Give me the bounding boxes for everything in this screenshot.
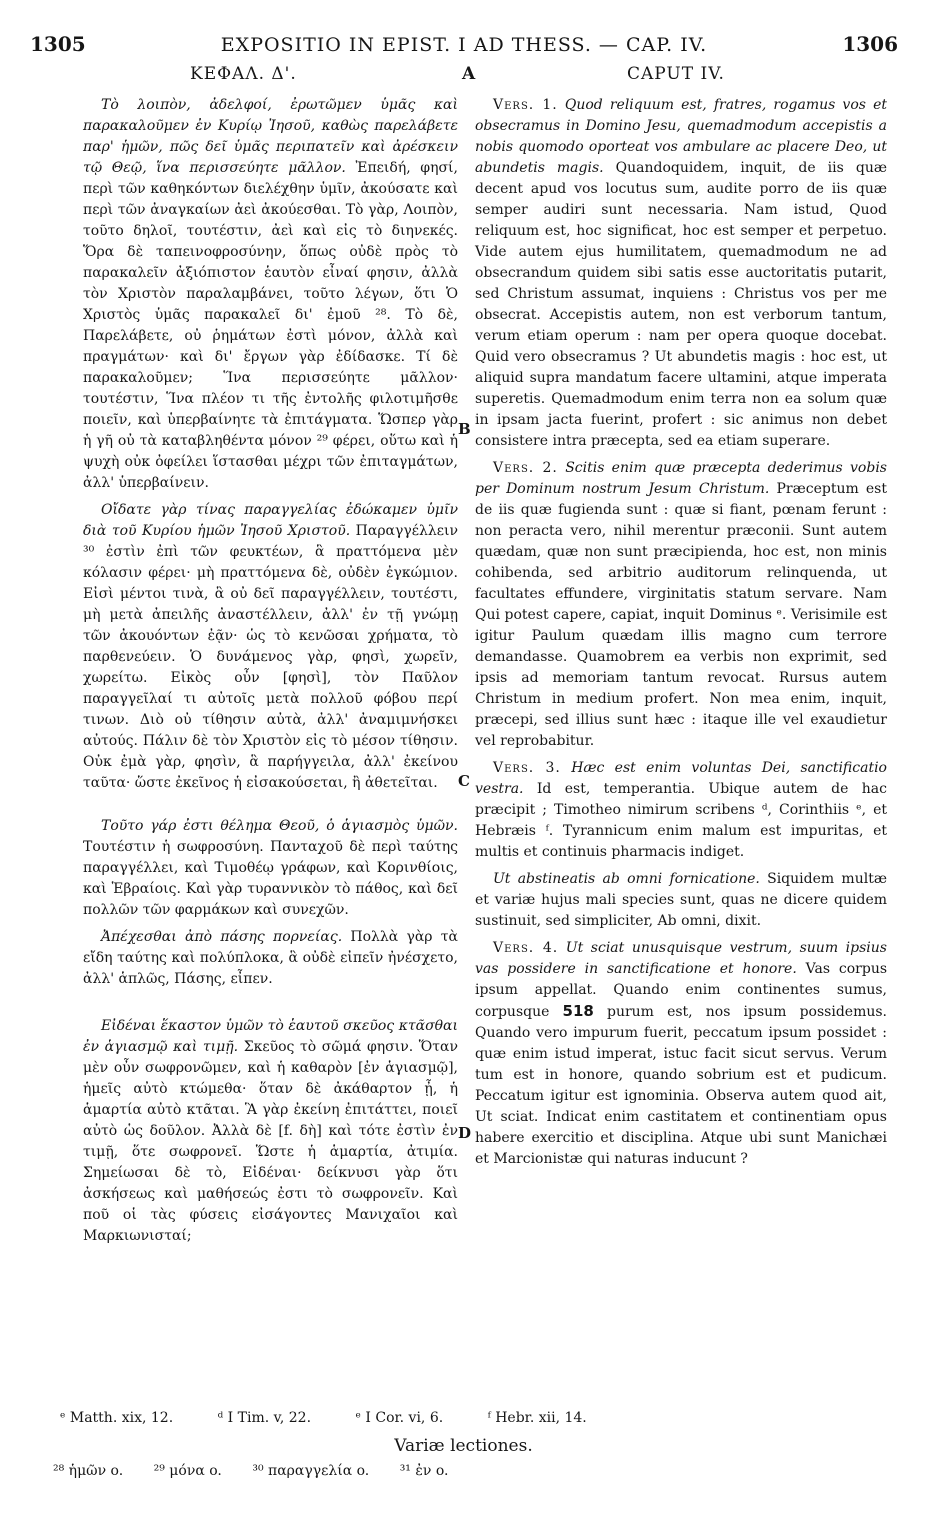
verse-label: Vers. 2. [493, 460, 558, 476]
margin-letter-a: A [462, 64, 477, 84]
footnotes [60, 1410, 880, 1426]
latin-paragraph [475, 95, 887, 452]
greek-lemma: Εἰδέναι ἕκαστον ὑμῶν τὸ ἑαυτοῦ σκεῦος κτᾶσθαι ἐν ἁγιασμῷ καὶ τιμῇ. [83, 1018, 458, 1055]
page-number-right: 1306 [842, 32, 898, 56]
variant-reading: ²⁸ ἡμῶν o. [53, 1463, 124, 1479]
greek-chapter-heading: ΚΕΦΑΛ. Δ'. [190, 64, 297, 84]
variant-reading: ²⁹ μόνα o. [153, 1463, 222, 1479]
variant-reading: ³¹ ἐν o. [399, 1463, 449, 1479]
margin-letter-b: B [458, 420, 471, 438]
latin-paragraph [475, 458, 887, 752]
greek-paragraph [83, 927, 458, 990]
variant-readings [53, 1463, 474, 1479]
latin-commentary: Quandoquidem, inquit, de iis quæ decent apud vos locutus sum, audite porro de iis quæ semper audiri sunt necessaria. Nam istud, Quod reliquum est, hoc significat, hoc est semper et perpetuo. Vide autem ejus humilitatem, quemadmodum ne ad obsecrandum quidem sibi satis esse auctoritatis putarit, sed Christum assumat, inquiens : Christus vos per me obsecrat. Accepistis autem, non est verborum tantum, verum etiam operum : nam per opera quoque docebat. Quid vero obsecramus ? Ut abundetis magis : hoc est, ut aliquid supra mandatum facere ultamini, atque imperata superetis. Quemadmodum enim terra non ea solum quæ in ipsam jacta fuerint, profert : sic animus non debet consistere intra præcepta, sed ea etiam superare. [475, 160, 887, 449]
margin-letter-c: C [458, 772, 470, 790]
footnote: ᵉ Matth. xix, 12. [60, 1410, 174, 1426]
footnote: ᵈ I Tim. v, 22. [217, 1410, 312, 1426]
running-title: EXPOSITIO IN EPIST. I AD THESS. — CAP. IV. [220, 34, 708, 56]
greek-paragraph [83, 95, 458, 494]
latin-column [475, 95, 887, 1176]
verse-label: Vers. 1. [493, 97, 558, 113]
greek-lemma: Τοῦτο γάρ ἐστι θέλημα Θεοῦ, ὁ ἁγιασμὸς ὑμῶν. [101, 818, 458, 834]
greek-paragraph [83, 816, 458, 921]
latin-lemma: Scitis enim quæ præcepta dederimus vobis per Dominum nostrum Jesum Christum. [475, 460, 887, 497]
greek-paragraph [83, 1016, 458, 1247]
verse-label: Vers. 3. [493, 760, 561, 776]
latin-lemma: Ut abstineatis ab omni fornicatione. [493, 871, 760, 887]
greek-lemma: Ἀπέχεσθαι ἀπὸ πάσης πορνείας. [101, 929, 343, 945]
latin-paragraph [475, 869, 887, 932]
latin-commentary: Præceptum est de iis quæ fugienda sunt : quæ si fiant, pœnam ferunt : non peracta vero, nihil merentur præconii. Sunt autem quædam, quæ non sunt præcipienda, hoc est, non minis cohibenda, sed arbitrio auditorum relinquenda, ut facultates effundere, virginitatis statum servare. Nam Qui potest capere, capiat, inquit Dominus ᵉ. Verisimile est igitur Paulum quædam illis magno cum terrore demandasse. Quamobrem ea verbis non exprimit, sed ipsis ad memoriam tantum revocat. Rursus autem Christum in medium profert. Non mea enim, inquit, præcepi, sed illius sunt hæc : itaque ille vel exaudietur vel reprobabitur. [475, 481, 887, 749]
greek-commentary: Σκεῦος τὸ σῶμά φησιν. Ὅταν μὲν οὖν σωφρονῶμεν, καὶ ἡ καθαρὸν [ἐν ἁγιασμῷ], ἡμεῖς αὐτὸ κτώμεθα· ὅταν δὲ ἀκάθαρτον ᾖ, ἡ ἁμαρτία αὐτὸ κτᾶται. Ἃ γὰρ ἐκείνη ἐπιτάττει, ποιεῖ αὐτὸ ὡς δοῦλον. Ἀλλὰ δὲ [f. δὴ] καὶ τότε ἐστὶν ἐν τιμῇ, ὅτε σωφρονεῖ. Ὥστε ἡ ἁμαρτία, ἀτιμία. Σημείωσαι δὲ τὸ, Εἰδέναι· δείκνυσι γὰρ ὅτι ἀσκήσεως καὶ μαθήσεώς ἐστι τὸ σωφρονεῖν. Καὶ ποῦ οἱ τὰς φύσεις εἰσάγοντες Μανιχαῖοι καὶ Μαρκιωνισταί; [83, 1039, 458, 1244]
latin-commentary: Siquidem multæ et variæ hujus mali species sunt, quas ne dicere quidem sustinuit, sed simpliciter, Ab omni, dixit. [475, 871, 887, 929]
latin-lemma: Quod reliquum est, fratres, rogamus vos et obsecramus in Domino Jesu, quemadmodum accepistis a nobis quomodo oporteat vos ambulare ac placere Deo, ut abundetis magis. [475, 97, 887, 176]
latin-lemma: Ut sciat unusquisque vestrum, suum ipsius vas possidere in sanctificatione et honore. [475, 940, 887, 977]
latin-commentary: Id est, temperantia. Ubique autem de hac præcipit ; Timotheo nimirum scribens ᵈ, Corinthiis ᵉ, et Hebræis ᶠ. Tyrannicum enim malum est impuritas, et multis et continuis pharmacis indiget. [475, 781, 887, 860]
edition-page-marker: 518 [562, 1002, 594, 1020]
greek-commentary: Πολλὰ γὰρ τὰ εἴδη ταύτης καὶ πολύπλοκα, ἃ οὐδὲ εἰπεῖν ἠνέσχετο, ἀλλ' ἁπλῶς, Πάσης, εἶπεν. [83, 929, 458, 987]
page-number-left: 1305 [30, 32, 86, 56]
greek-commentary: Ἐπειδή, φησί, περὶ τῶν καθηκόντων διελέχθην ὑμῖν, ἀκούσατε καὶ περὶ τῶν ἀναγκαίων ἀεὶ ἀκούεσθαι. Τὸ γὰρ, Λοιπὸν, τοῦτο δηλοῖ, τουτέστιν, ἀεὶ καὶ εἰς τὸ διηνεκές. Ὅρα δὲ ταπεινοφροσύνην, ὅπως οὐδὲ πρὸς τὸ παρακαλεῖν ἀξιόπιστον ἑαυτὸν εἶναί φησιν, ἀλλὰ τὸν Χριστὸν παραλαμβάνει, τοῦτο λέγων, ὅτι Ὁ Χριστὸς ὑμᾶς παρακαλεῖ δι' ἐμοῦ ²⁸. Τὸ δὲ, Παρελάβετε, οὐ ῥημάτων ἐστὶ μόνον, ἀλλὰ καὶ πραγμάτων· καὶ δι' ἔργων γὰρ ἐδίδασκε. Τί δὲ παρακαλοῦμεν; Ἵνα περισσεύητε μᾶλλον· τουτέστιν, Ἵνα πλέον τι τῆς ἐντολῆς φιλοτιμῆσθε ποιεῖν, καὶ ὑπερβαίνητε τὰ ἐπιτάγματα. Ὥσπερ γὰρ ἡ γῆ οὐ τὰ καταβληθέντα μόνον ²⁹ φέρει, οὕτω καὶ ἡ ψυχὴ οὐκ ὀφείλει ἵστασθαι μέχρι τῶν ἐπιταγμάτων, ἀλλ' ὑπερβαίνειν. [83, 160, 458, 491]
greek-lemma: Οἴδατε γὰρ τίνας παραγγελίας ἐδώκαμεν ὑμῖν διὰ τοῦ Κυρίου ἡμῶν Ἰησοῦ Χριστοῦ. [83, 502, 458, 539]
variant-reading: ³⁰ παραγγελία o. [252, 1463, 370, 1479]
variants-heading: Variæ lectiones. [394, 1436, 533, 1456]
greek-paragraph [83, 500, 458, 794]
latin-chapter-heading: CAPUT IV. [627, 64, 725, 84]
greek-lemma: Τὸ λοιπὸν, ἀδελφοί, ἐρωτῶμεν ὑμᾶς καὶ παρακαλοῦμεν ἐν Κυρίῳ Ἰησοῦ, καθὼς παρελάβετε παρ' ἡμῶν, πῶς δεῖ ὑμᾶς περιπατεῖν καὶ ἀρέσκειν τῷ Θεῷ, ἵνα περισσεύητε μᾶλλον. [83, 97, 458, 176]
latin-paragraph [475, 758, 887, 863]
latin-lemma: Hæc est enim voluntas Dei, sanctificatio vestra. [475, 760, 887, 797]
page-header [30, 32, 898, 58]
latin-commentary: Vas corpus ipsum appellat. Quando enim continentes sumus, corpusque [475, 961, 888, 1020]
latin-commentary: purum est, nos ipsum possidemus. Quando vero impurum fuerit, peccatum ipsum possidet : quæ enim istud imperat, istuc facit sicut servus. Verum tum est in honore, quando sobrium est et pudicum. Peccatum igitur est ignominia. Observa autem quod ait, Ut sciat. Indicat enim castitatem et continentiam opus habere exercitio et disciplina. Atque ubi sunt Manichæi et Marcionistæ qui naturas inducunt ? [475, 1004, 887, 1167]
latin-paragraph [475, 938, 887, 1170]
footnote: ᵉ I Cor. vi, 6. [355, 1410, 444, 1426]
greek-column [83, 95, 458, 1253]
greek-commentary: Τουτέστιν ἡ σωφροσύνη. Πανταχοῦ δὲ περὶ ταύτης παραγγέλλει, καὶ Τιμοθέῳ γράφων, καὶ Κορινθίοις, καὶ Ἑβραίοις. Καὶ γὰρ τυραννικὸν τὸ πάθος, καὶ δεῖ πολλῶν τῶν φαρμάκων καὶ συνεχῶν. [83, 839, 458, 918]
verse-label: Vers. 4. [493, 940, 559, 956]
footnote: ᶠ Hebr. xii, 14. [487, 1410, 587, 1426]
margin-letter-d: D [458, 1124, 472, 1142]
greek-commentary: Παραγγέλλειν ³⁰ ἐστὶν ἐπὶ τῶν φευκτέων, ἃ πραττόμενα μὲν κόλασιν φέρει· μὴ πραττόμενα δὲ, οὐδὲν ἐγκώμιον. Εἰσὶ μέντοι τινὰ, ἃ οὐ δεῖ παραγγέλλειν, τουτέστι, μὴ μετὰ ἀπειλῆς ἀναστέλλειν, ἀλλ' ἐν τῇ γνώμῃ τῶν ἀκουόντων ἐᾷν· ὡς τὸ κενῶσαι χρήματα, τὸ παρθενεύειν. Ὁ δυνάμενος γὰρ, φησὶ, χωρεῖν, χωρείτω. Εἰκὸς οὖν [φησὶ], τὸν Παῦλον παραγγεῖλαί τι αὐτοῖς μετὰ πολλοῦ φόβου περί τινων. Διὸ οὐ τίθησιν αὐτὰ, ἀλλ' ἀναμιμνήσκει αὐτούς. Πάλιν δὲ τὸν Χριστὸν εἰς τὸ μέσον τίθησιν. Οὐκ ἐμὰ γὰρ, φησὶν, ἃ παρήγγειλα, ἀλλ' ἐκείνου ταῦτα· ὥστε ἐκεῖνος ἡ εἰσακούσεται, ἢ ἀθετεῖται. [83, 523, 458, 791]
